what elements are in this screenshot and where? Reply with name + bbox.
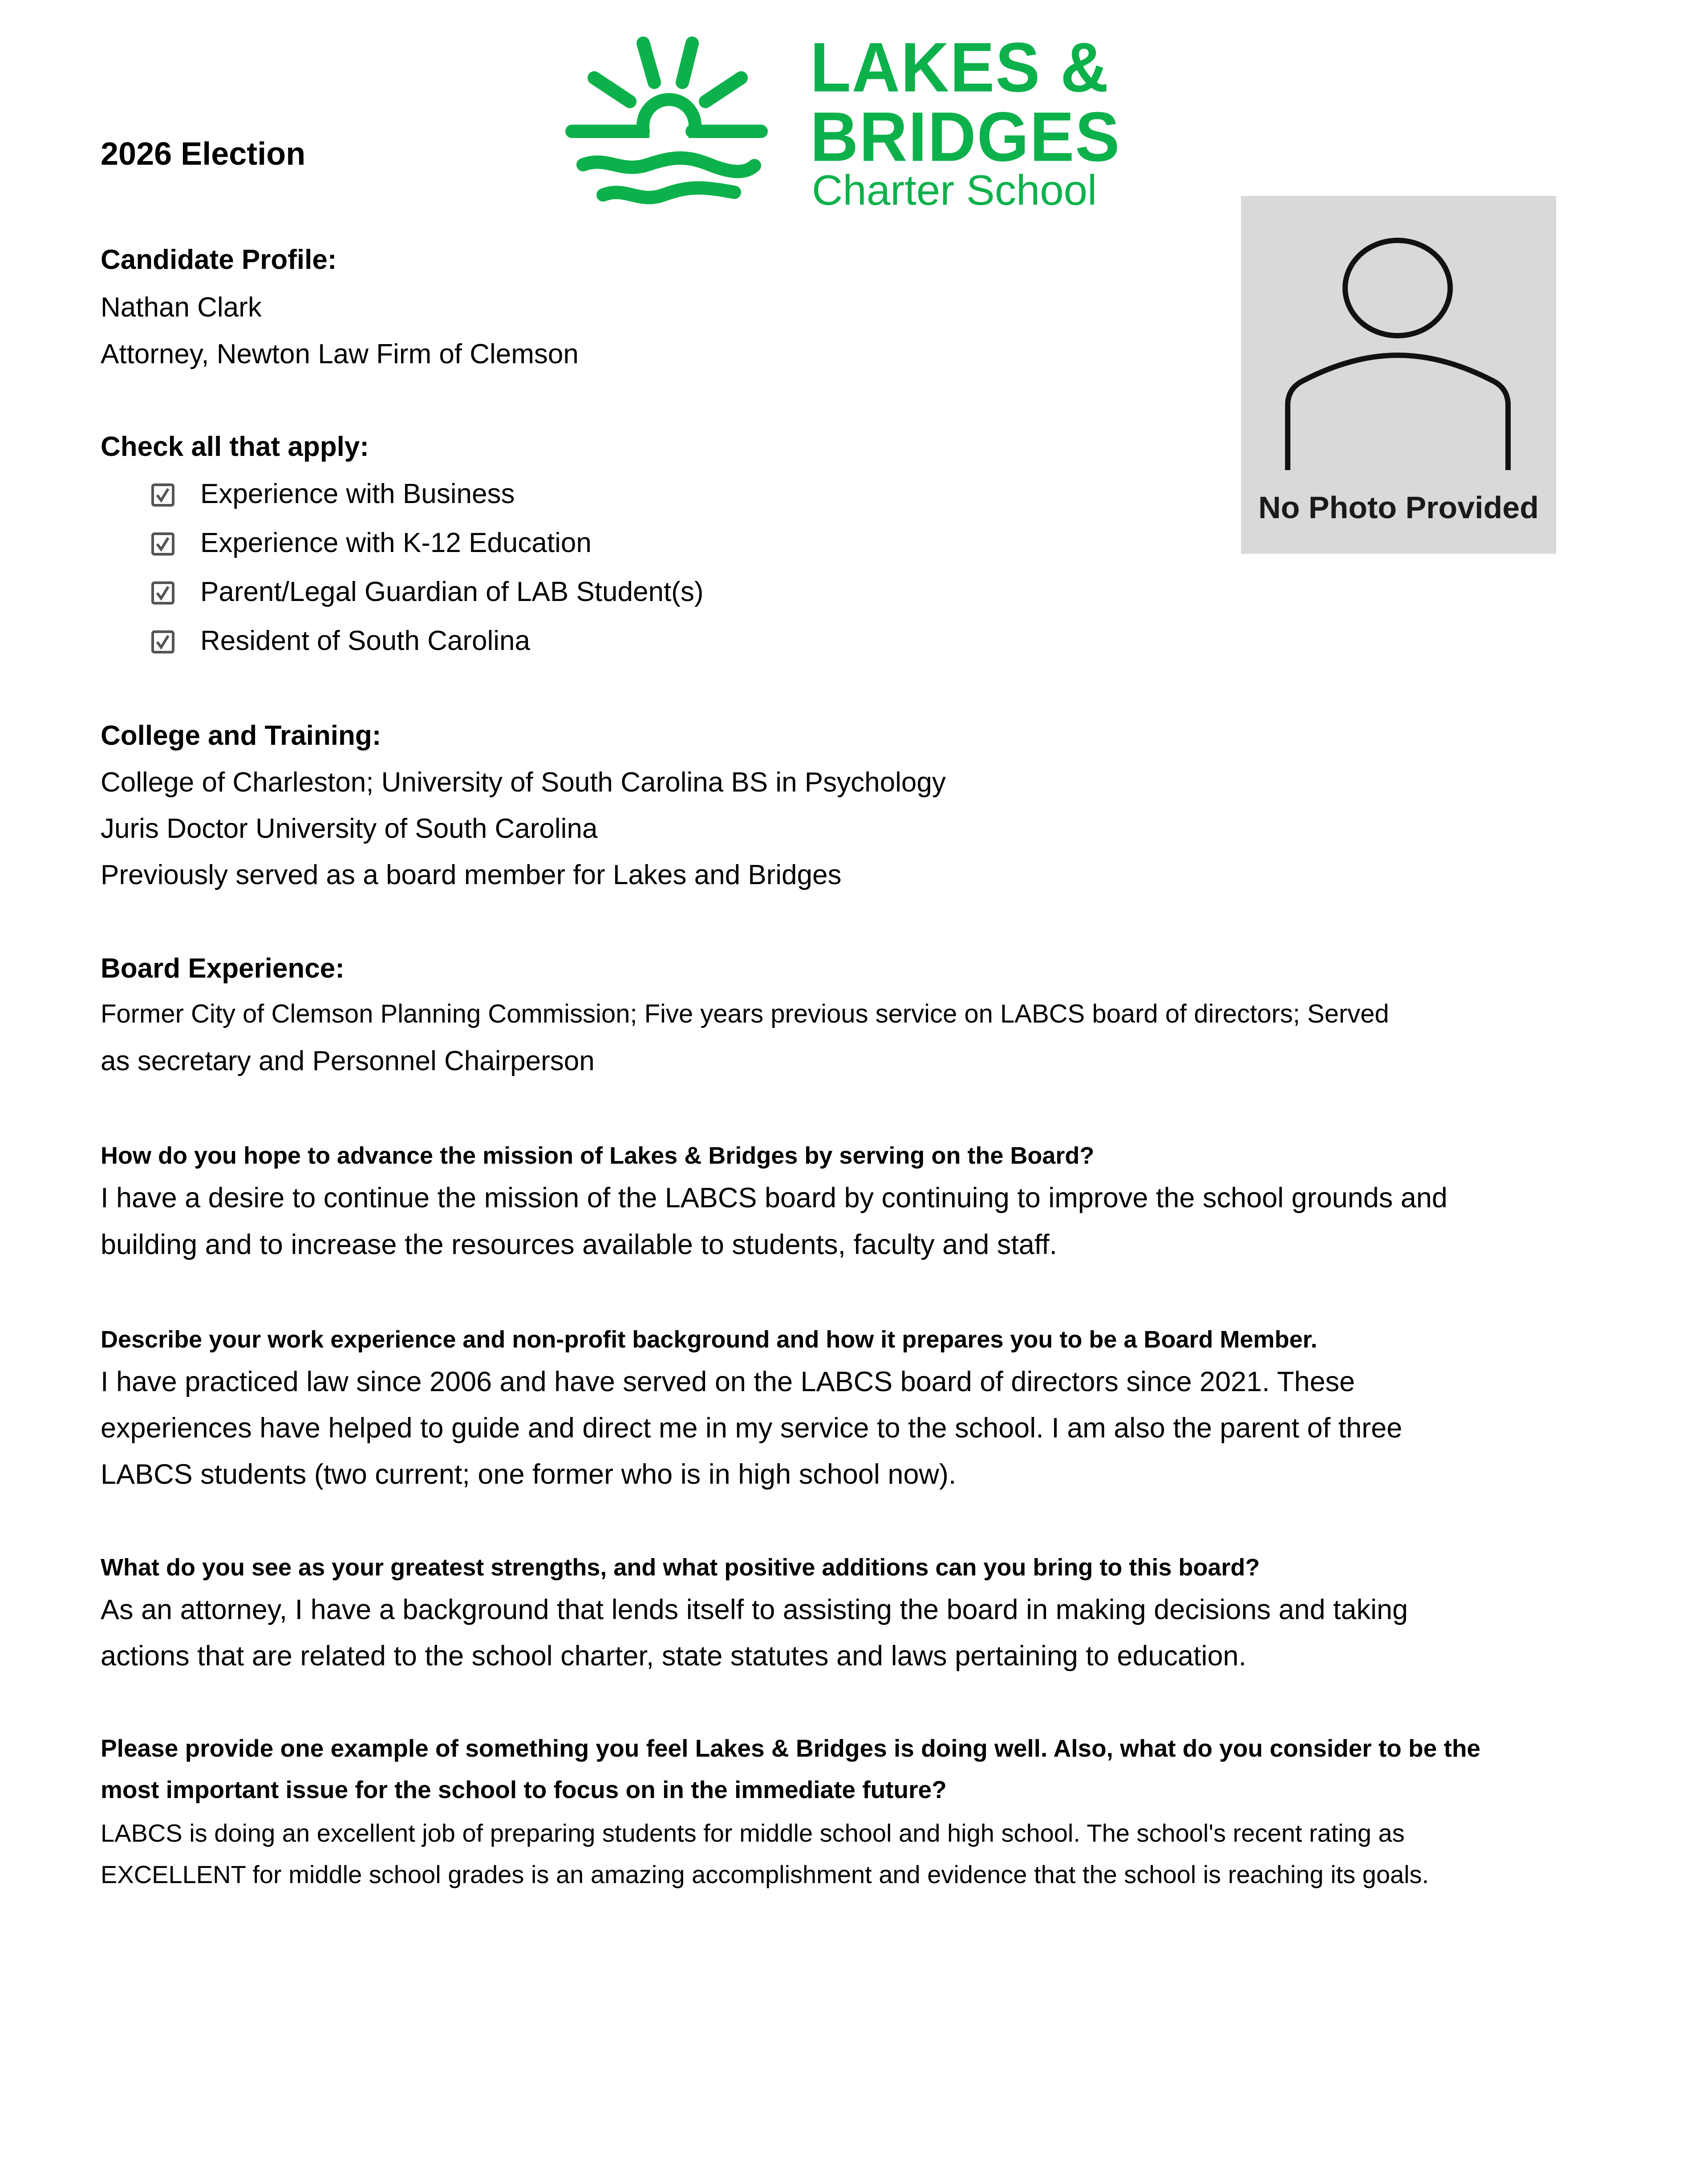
election-title: 2026 Election (101, 136, 306, 172)
answer-line: I have practiced law since 2006 and have served on the LABCS board of directors since 2021. These (101, 1366, 1355, 1397)
question-heading: Please provide one example of something you feel Lakes & Bridges is doing well. Also, what do you consider to be the (101, 1734, 1481, 1762)
question-heading: Describe your work experience and non-profit background and how it prepares you to be a Board Member. (101, 1326, 1318, 1353)
logo-text-charter-school: Charter School (812, 166, 1097, 214)
candidate-photo-placeholder (1241, 196, 1556, 554)
question-heading: most important issue for the school to focus on in the immediate future? (101, 1776, 947, 1803)
question-heading: How do you hope to advance the mission of Lakes & Bridges by serving on the Board? (101, 1142, 1095, 1169)
college-training-line: Juris Doctor University of South Carolina (101, 813, 598, 844)
checklist-item-label: Experience with K-12 Education (200, 528, 592, 558)
question-heading: What do you see as your greatest strengths, and what positive additions can you bring to this board? (101, 1554, 1260, 1581)
answer-line: experiences have helped to guide and direct me in my service to the school. I am also the parent of three (101, 1413, 1403, 1444)
checklist-item-label: Parent/Legal Guardian of LAB Student(s) (200, 576, 704, 607)
candidate-name: Nathan Clark (101, 292, 262, 323)
candidate-occupation: Attorney, Newton Law Firm of Clemson (101, 339, 579, 369)
candidate-profile-heading: Candidate Profile: (101, 244, 337, 275)
board-experience-heading: Board Experience: (101, 953, 345, 984)
no-photo-caption: No Photo Provided (1258, 490, 1539, 525)
logo-text-lakes: LAKES & (810, 28, 1110, 106)
checked-checkbox-icon[interactable] (151, 630, 174, 654)
checked-checkbox-icon[interactable] (151, 581, 174, 605)
board-experience-line: as secretary and Personnel Chairperson (101, 1046, 595, 1076)
logo-text-bridges: BRIDGES (810, 97, 1121, 176)
checked-checkbox-icon[interactable] (151, 532, 174, 556)
board-experience-line: Former City of Clemson Planning Commission; Five years previous service on LABCS board of directors; Served (101, 999, 1389, 1028)
checklist-heading: Check all that apply: (101, 431, 369, 462)
checked-checkbox-icon[interactable] (151, 483, 174, 507)
answer-line: As an attorney, I have a background that lends itself to assisting the board in making decisions and taking (101, 1594, 1408, 1625)
checklist-item-label: Experience with Business (200, 479, 515, 509)
answer-line: LABCS students (two current; one former who is in high school now). (101, 1459, 957, 1490)
answer-line: actions that are related to the school charter, state statutes and laws pertaining to education. (101, 1640, 1247, 1672)
checklist-item-label: Resident of South Carolina (200, 625, 531, 656)
answer-line: LABCS is doing an excellent job of preparing students for middle school and high school. The school's recent rating as (101, 1819, 1405, 1847)
answer-line: EXCELLENT for middle school grades is an amazing accomplishment and evidence that the school is reaching its goals. (101, 1860, 1429, 1888)
answer-line: building and to increase the resources available to students, faculty and staff. (101, 1229, 1058, 1260)
college-training-line: College of Charleston; University of South Carolina BS in Psychology (101, 767, 946, 798)
college-training-line: Previously served as a board member for Lakes and Bridges (101, 860, 842, 890)
college-training-heading: College and Training: (101, 720, 381, 751)
sunrise-over-water-icon (559, 31, 772, 207)
answer-line: I have a desire to continue the mission of the LABCS board by continuing to improve the school grounds and (101, 1182, 1448, 1214)
